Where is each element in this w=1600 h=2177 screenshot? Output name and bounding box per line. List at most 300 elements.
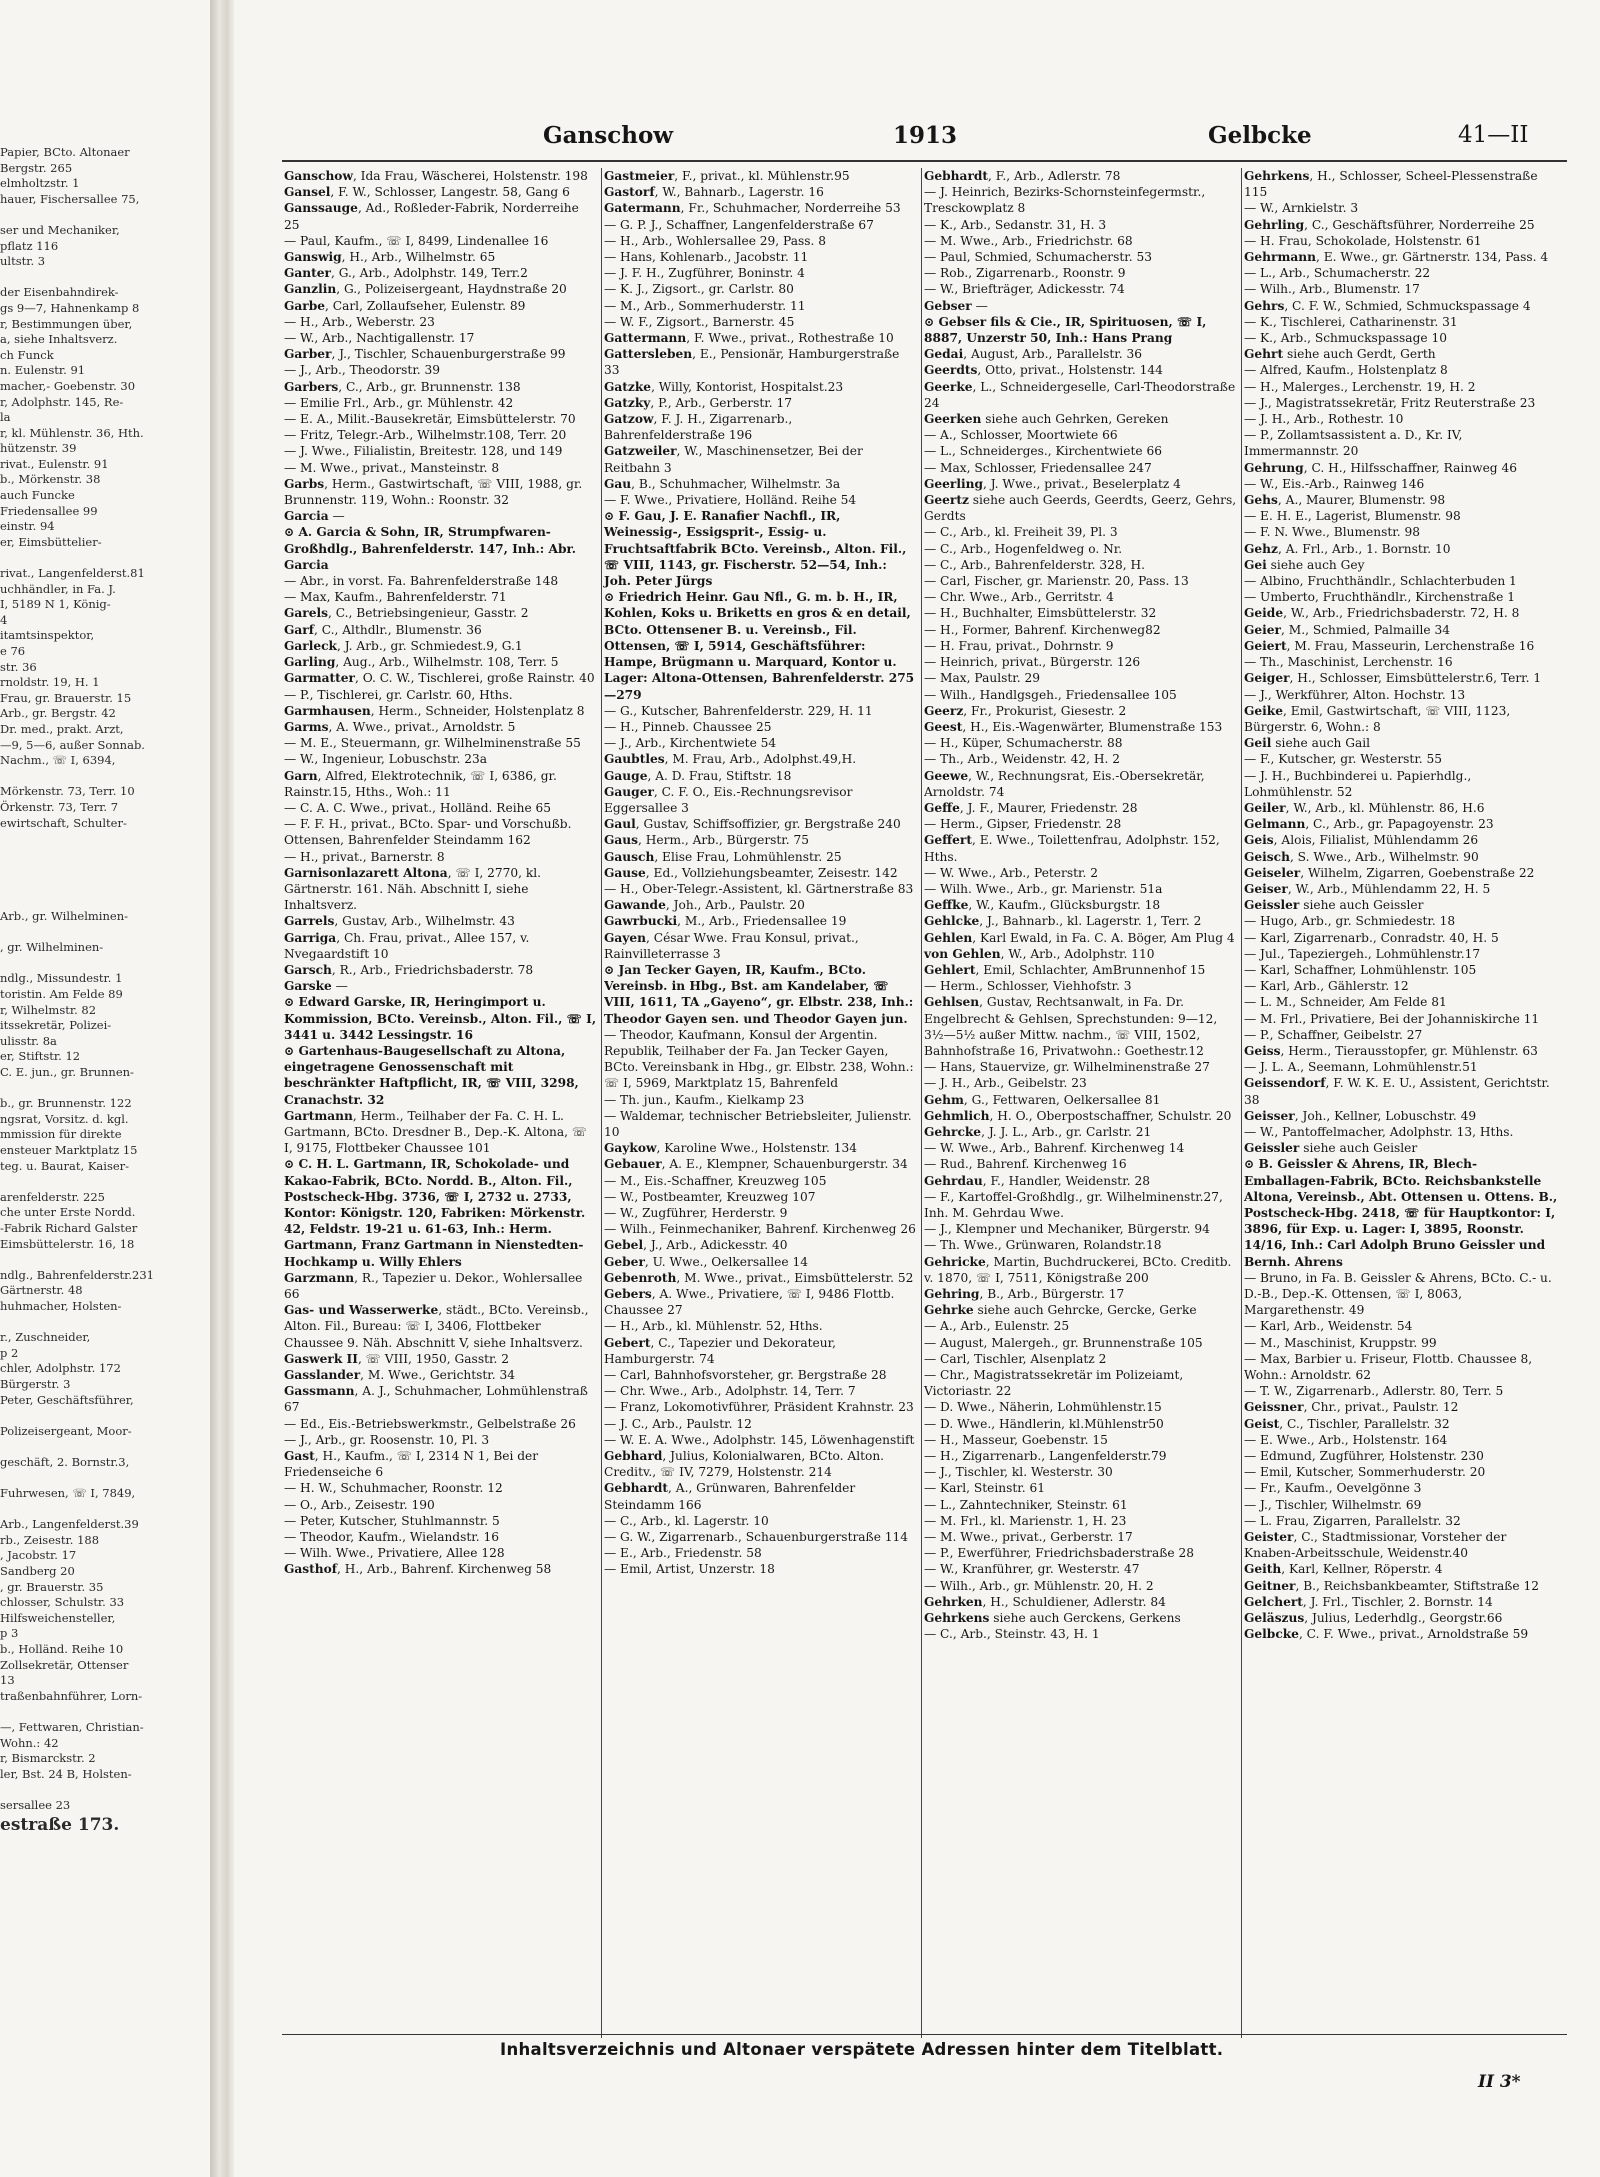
directory-entry: — Abr., in vorst. Fa. Bahrenfelderstraße 148 — [284, 574, 559, 589]
left-strip-line — [0, 847, 210, 863]
left-strip-line: Peter, Geschäftsführer, — [0, 1392, 134, 1407]
left-strip-line: r, Bismarckstr. 2 — [0, 1751, 96, 1766]
column-3 — [922, 168, 1242, 2038]
directory-entry: Gatzweiler, W., Maschinensetzer, Bei der Reitbahn 3 — [604, 444, 863, 475]
left-strip-line — [0, 1252, 210, 1268]
left-strip-line: —, Fettwaren, Christian- — [0, 1719, 144, 1734]
directory-entry: — J. Wwe., Filialistin, Breitestr. 128, und 149 — [284, 444, 563, 459]
directory-entry: — Max, Schlosser, Friedensallee 247 — [924, 460, 1152, 475]
directory-entry: — Karl, Steinstr. 61 — [924, 1481, 1046, 1496]
directory-entry: — H., Malerges., Lerchenstr. 19, H. 2 — [1244, 379, 1476, 394]
directory-entry: — J., Magistratssekretär, Fritz Reuterstraße 23 — [1244, 395, 1536, 410]
directory-entry: Geerz, Fr., Prokurist, Giesestr. 2 — [924, 703, 1127, 718]
directory-entry: — Th., Maschinist, Lerchenstr. 16 — [1244, 655, 1453, 670]
left-strip-line: toristin. Am Felde 89 — [0, 987, 123, 1002]
left-strip-line: der Eisenbahndirek- — [0, 285, 119, 300]
directory-entry: — L. M., Schneider, Am Felde 81 — [1244, 995, 1447, 1010]
left-strip-line: Bergstr. 265 — [0, 160, 73, 175]
directory-entry: — W. E. A. Wwe., Adolphstr. 145, Löwenhagenstift — [604, 1432, 915, 1447]
directory-entry: Geist, C., Tischler, Parallelstr. 32 — [1244, 1416, 1450, 1431]
left-strip-line — [0, 831, 210, 847]
directory-entry: ⊙ Edward Garske, IR, Heringimport u. Kommission, BCto. Vereinsb., Alton. Fil., ☏ I, 3441 u. 3442 Lessingstr. 16 — [284, 995, 597, 1042]
left-strip-line — [0, 862, 210, 878]
directory-entry: — Carl, Bahnhofsvorsteher, gr. Bergstraße 28 — [604, 1368, 887, 1383]
directory-entry: Geike, Emil, Gastwirtschaft, ☏ VIII, 1123, Bürgerstr. 6, Wohn.: 8 — [1244, 703, 1511, 734]
left-strip-line: itssekretär, Polizei- — [0, 1018, 112, 1033]
directory-entry: — H., Zigarrenarb., Langenfelderstr.79 — [924, 1449, 1167, 1464]
directory-entry: Garriga, Ch. Frau, privat., Allee 157, v. Nvegaardstift 10 — [284, 930, 530, 961]
directory-entry: — Emilie Frl., Arb., gr. Mühlenstr. 42 — [284, 395, 514, 410]
directory-entry: — H. Frau, privat., Dohrnstr. 9 — [924, 638, 1114, 653]
directory-entry: — W., Postbeamter, Kreuzweg 107 — [604, 1189, 816, 1204]
directory-entry: — M. Wwe., privat., Gerberstr. 17 — [924, 1530, 1133, 1545]
directory-entry: — Edmund, Zugführer, Holstenstr. 230 — [1244, 1449, 1484, 1464]
left-strip-line: Fuhrwesen, ☏ I, 7849, — [0, 1486, 136, 1501]
directory-entry: — Fr., Kaufm., Oevelgönne 3 — [1244, 1481, 1422, 1496]
directory-entry: — C. A. C. Wwe., privat., Holländ. Reihe 65 — [284, 800, 552, 815]
directory-entry: Gehrs, C. F. W., Schmied, Schmuckspassage 4 — [1244, 298, 1531, 313]
directory-entry: Garsch, R., Arb., Friedrichsbaderstr. 78 — [284, 962, 534, 977]
directory-entry: — P., Zollamtsassistent a. D., Kr. IV, Immermannstr. 20 — [1244, 428, 1463, 459]
directory-entry: — J. F. H., Zugführer, Boninstr. 4 — [604, 266, 805, 281]
directory-entry: — Peter, Kutscher, Stuhlmannstr. 5 — [284, 1513, 500, 1528]
directory-entry: Gelmann, C., Arb., gr. Papagoyenstr. 23 — [1244, 817, 1494, 832]
directory-entry: Garrels, Gustav, Arb., Wilhelmstr. 43 — [284, 914, 515, 929]
directory-entry: Garbe, Carl, Zollaufseher, Eulenstr. 89 — [284, 298, 526, 313]
directory-entry: Gause, Ed., Vollziehungsbeamter, Zeisestr. 142 — [604, 865, 898, 880]
column-1 — [282, 168, 602, 2038]
left-strip-line: , gr. Brauerstr. 35 — [0, 1579, 104, 1594]
directory-entry: — Theodor, Kaufm., Wielandstr. 16 — [284, 1530, 500, 1545]
directory-entry: — C., Arb., Bahrenfelderstr. 328, H. — [924, 557, 1145, 572]
directory-entry: — L., Arb., Schumacherstr. 22 — [1244, 266, 1431, 281]
left-strip-line: mmission für direkte — [0, 1127, 122, 1142]
left-strip-line: ewirtschaft, Schulter- — [0, 815, 127, 830]
directory-entry: Garcia — — [284, 509, 345, 524]
left-strip-line: Örkenstr. 73, Terr. 7 — [0, 799, 119, 814]
directory-entry: — H., Buchhalter, Eimsbüttelerstr. 32 — [924, 606, 1157, 621]
directory-entry: Gehlert, Emil, Schlachter, AmBrunnenhof 15 — [924, 962, 1206, 977]
left-strip-line: r., Zuschneider, — [0, 1330, 91, 1345]
left-strip-line: e 76 — [0, 644, 26, 658]
left-strip-line — [0, 1470, 210, 1486]
directory-entry: — M., Arb., Sommerhuderstr. 11 — [604, 298, 806, 313]
directory-entry: — D. Wwe., Näherin, Lohmühlenstr.15 — [924, 1400, 1162, 1415]
directory-entry: — Wilh., Handlgsgeh., Friedensallee 105 — [924, 687, 1177, 702]
directory-entry: Gayen, César Wwe. Frau Konsul, privat., Rainvilleterrasse 3 — [604, 930, 859, 961]
directory-entry: — K., Arb., Sedanstr. 31, H. 3 — [924, 217, 1107, 232]
left-strip-line: Bürgerstr. 3 — [0, 1376, 71, 1391]
left-strip-line — [0, 207, 210, 223]
directory-entry: Gebenroth, M. Wwe., privat., Eimsbüttelerstr. 52 — [604, 1270, 914, 1285]
directory-entry: — J. H., Arb., Geibelstr. 23 — [924, 1076, 1087, 1091]
header-rule — [282, 160, 1567, 162]
directory-entry: — Rud., Bahrenf. Kirchenweg 16 — [924, 1157, 1127, 1172]
directory-entry: Ganter, G., Arb., Adolphstr. 149, Terr.2 — [284, 266, 528, 281]
left-strip-line: r, Bestimmungen über, — [0, 316, 133, 331]
left-strip-line: ndlg., Bahrenfelderstr.231 — [0, 1267, 154, 1282]
directory-entry: — W. Wwe., Arb., Peterstr. 2 — [924, 865, 1098, 880]
left-strip-line: chler, Adolphstr. 172 — [0, 1361, 121, 1376]
directory-entry: Geiss, Herm., Tierausstopfer, gr. Mühlenstr. 63 — [1244, 1043, 1538, 1058]
directory-entry: — Heinrich, privat., Bürgerstr. 126 — [924, 655, 1141, 670]
directory-entry: — H. W., Schuhmacher, Roonstr. 12 — [284, 1481, 503, 1496]
directory-entry: — A., Schlosser, Moortwiete 66 — [924, 428, 1118, 443]
directory-entry: von Gehlen, W., Arb., Adolphstr. 110 — [924, 946, 1155, 961]
directory-entry: — Waldemar, technischer Betriebsleiter, Julienstr. 10 — [604, 1108, 912, 1139]
directory-entry: — G. W., Zigarrenarb., Schauenburgerstraße 114 — [604, 1530, 909, 1545]
directory-entry: Gaus, Herm., Arb., Bürgerstr. 75 — [604, 833, 810, 848]
directory-entry: — G., Kutscher, Bahrenfelderstr. 229, H. 11 — [604, 703, 873, 718]
directory-entry: — J., Klempner und Mechaniker, Bürgerstr. 94 — [924, 1222, 1210, 1237]
directory-entry: — Chr. Wwe., Arb., Gerritstr. 4 — [924, 590, 1114, 605]
directory-entry: Gedai, August, Arb., Parallelstr. 36 — [924, 347, 1143, 362]
directory-entry: Gauge, A. D. Frau, Stiftstr. 18 — [604, 768, 792, 783]
left-page-fragment — [0, 145, 210, 2080]
left-strip-line: geschäft, 2. Bornstr.3, — [0, 1454, 130, 1469]
directory-entry: Garf, C., Althdlr., Blumenstr. 36 — [284, 622, 482, 637]
directory-entry: Garnisonlazarett Altona, ☏ I, 2770, kl. Gärtnerstr. 161. Näh. Abschnitt I, siehe Inhaltsverz. — [284, 865, 542, 913]
directory-entry: — J., Arb., Kirchentwiete 54 — [604, 736, 777, 751]
left-strip-line: ulisstr. 8a — [0, 1033, 57, 1048]
directory-entry: Garzmann, R., Tapezier u. Dekor., Wohlersallee 66 — [284, 1270, 583, 1302]
directory-entry: Gasthof, H., Arb., Bahrenf. Kirchenweg 58 — [284, 1562, 552, 1577]
left-strip-line: Polizeisergeant, Moor- — [0, 1423, 132, 1438]
directory-entry: — J., Arb., Theodorstr. 39 — [284, 363, 441, 378]
directory-entry: — A., Arb., Eulenstr. 25 — [924, 1319, 1070, 1334]
directory-entry: — Chr., Magistratssekretär im Polizeiamt, Victoriastr. 22 — [924, 1368, 1184, 1399]
directory-entry: Garbs, Herm., Gastwirtschaft, ☏ VIII, 1988, gr. Brunnenstr. 119, Wohn.: Roonstr. 32 — [284, 476, 583, 508]
directory-entry: — H., Masseur, Goebenstr. 15 — [924, 1432, 1108, 1447]
directory-entry: — Alfred, Kaufm., Holstenplatz 8 — [1244, 363, 1448, 378]
directory-entry: Gawrbucki, M., Arb., Friedensallee 19 — [604, 914, 847, 929]
left-strip-line — [0, 1081, 210, 1097]
directory-entry: Garbers, C., Arb., gr. Brunnenstr. 138 — [284, 379, 521, 394]
left-strip-line: r, kl. Mühlenstr. 36, Hth. — [0, 425, 144, 440]
directory-entry: — Th. jun., Kaufm., Kielkamp 23 — [604, 1092, 805, 1107]
directory-entry: — H. Frau, Schokolade, Holstenstr. 61 — [1244, 233, 1482, 248]
directory-entry: — W., Pantoffelmacher, Adolphstr. 13, Hths. — [1244, 1124, 1514, 1139]
directory-entry: — Paul, Schmied, Schumacherstr. 53 — [924, 250, 1153, 265]
directory-entry: — J. L. A., Seemann, Lohmühlenstr.51 — [1244, 1060, 1478, 1075]
directory-entry: — Wilh., Arb., Blumenstr. 17 — [1244, 282, 1420, 297]
directory-entry: Geisch, S. Wwe., Arb., Wilhelmstr. 90 — [1244, 849, 1479, 864]
directory-entry: Gehlcke, J., Bahnarb., kl. Lagerstr. 1, Terr. 2 — [924, 914, 1202, 929]
directory-entry: — C., Arb., kl. Freiheit 39, Pl. 3 — [924, 525, 1118, 540]
left-strip-line: auch Funcke — [0, 488, 75, 503]
directory-entry: Gatzke, Willy, Kontorist, Hospitalst.23 — [604, 379, 844, 394]
directory-entry: Gaykow, Karoline Wwe., Holstenstr. 134 — [604, 1141, 857, 1156]
directory-entry: — W., Briefträger, Adickesstr. 74 — [924, 282, 1125, 297]
directory-entry: Gehrke siehe auch Gehrcke, Gercke, Gerke — [924, 1303, 1197, 1318]
left-strip-line: n. Eulenstr. 91 — [0, 363, 86, 378]
left-strip-line: Zollsekretär, Ottenser — [0, 1657, 129, 1672]
directory-entry: Garber, J., Tischler, Schauenburgerstraße 99 — [284, 347, 566, 362]
directory-entry: Gehring, B., Arb., Bürgerstr. 17 — [924, 1287, 1125, 1302]
directory-entry: — J. H., Arb., Rothestr. 10 — [1244, 412, 1404, 427]
left-strip-line — [0, 1408, 210, 1424]
directory-entry: Geber, U. Wwe., Oelkersallee 14 — [604, 1254, 808, 1269]
page-fold — [210, 0, 234, 2177]
directory-entry: Geide, W., Arb., Friedrichsbaderstr. 72, H. 8 — [1244, 606, 1520, 621]
directory-entry: — Herm., Gipser, Friedenstr. 28 — [924, 817, 1122, 832]
directory-entry: — Th., Arb., Weidenstr. 42, H. 2 — [924, 752, 1120, 767]
directory-entry: Garmatter, O. C. W., Tischlerei, große Rainstr. 40 — [284, 671, 595, 686]
column-2 — [602, 168, 922, 2038]
directory-entry: — D. Wwe., Händlerin, kl.Mühlenstr50 — [924, 1416, 1164, 1431]
directory-entry: — F. F. H., privat., BCto. Spar- und Vorschußb. Ottensen, Bahrenfelder Steindamm 162 — [284, 817, 572, 848]
directory-entry: — Bruno, in Fa. B. Geissler & Ahrens, BCto. C.- u. D.-B., Dep.-K. Ottensen, ☏ I, 8063, Margarethenstr. 49 — [1244, 1270, 1552, 1318]
directory-entry: — J. H., Buchbinderei u. Papierhdlg., Lohmühlenstr. 52 — [1244, 768, 1472, 799]
directory-entry: Gaubtles, M. Frau, Arb., Adolphst.49,H. — [604, 752, 857, 767]
directory-entry: Gau, B., Schuhmacher, Wilhelmstr. 3a — [604, 476, 841, 491]
left-strip-line — [0, 550, 210, 566]
directory-entry: — Karl, Arb., Gählerstr. 12 — [1244, 979, 1409, 994]
left-strip-line — [0, 1439, 210, 1455]
left-strip-line: ultstr. 3 — [0, 254, 46, 269]
left-strip-line — [0, 1315, 210, 1331]
directory-entry: — F. N. Wwe., Blumenstr. 98 — [1244, 525, 1421, 540]
directory-entry: — W., Eis.-Arb., Rainweg 146 — [1244, 476, 1425, 491]
directory-entry: Gastmeier, F., privat., kl. Mühlenstr.95 — [604, 169, 850, 183]
directory-entry: Geissendorf, F. W. K. E. U., Assistent, Gerichtstr. 38 — [1244, 1076, 1550, 1107]
directory-entry: ⊙ F. Gau, J. E. Ranafier Nachfl., IR, Weinessig-, Essigsprit-, Essig- u. Fruchtsaftfabrik BCto. Vereinsb., Alton. Fil., ☏ VIII, 1143, gr. Fischerstr. 52—54, Inh.: Joh. Peter Jürgs — [604, 509, 907, 589]
directory-entry: — Umberto, Fruchthändlr., Kirchenstraße 1 — [1244, 590, 1515, 605]
directory-entry: — C., Arb., kl. Lagerstr. 10 — [604, 1513, 769, 1528]
directory-entry: — W., Zugführer, Herderstr. 9 — [604, 1206, 788, 1220]
left-strip-line: ndlg., Missundestr. 1 — [0, 971, 123, 986]
directory-entry: Gehlen, Karl Ewald, in Fa. C. A. Böger, Am Plug 4 — [924, 930, 1235, 945]
directory-entry: Gehrken, H., Schuldiener, Adlerstr. 84 — [924, 1594, 1166, 1609]
left-strip-line: ler, Bst. 24 B, Holsten- — [0, 1766, 132, 1781]
left-strip-line: chlosser, Schulstr. 33 — [0, 1595, 125, 1610]
directory-entry: — W., Arb., Nachtigallenstr. 17 — [284, 331, 475, 346]
directory-entry: — L. Frau, Zigarren, Parallelstr. 32 — [1244, 1513, 1461, 1528]
left-strip-line: uchhändler, in Fa. J. — [0, 581, 116, 596]
directory-entry: Gauger, C. F. O., Eis.-Rechnungsrevisor Eggersallee 3 — [604, 784, 853, 815]
directory-entry: ⊙ B. Geissler & Ahrens, IR, Blech-Emballagen-Fabrik, BCto. Reichsbankstelle Altona, Vereinsb., Abt. Ottensen u. Ottens. B., Postscheck-Hbg. 2418, ☏ für Hauptkontor: I, 3896, für Exp. u. Lager: I, 3895, Roonstr. 14/16, Inh.: Carl Adolph Bruno Geissler und Bernh. Ahrens — [1244, 1157, 1558, 1269]
left-strip-bottom: estraße 173. — [0, 1814, 120, 1835]
left-strip-line: ensteuer Marktplatz 15 — [0, 1143, 138, 1157]
left-strip-line: , gr. Wilhelminen- — [0, 940, 104, 955]
left-strip-line: rnoldstr. 19, H. 1 — [0, 675, 100, 690]
directory-entry: — Carl, Tischler, Alsenplatz 2 — [924, 1351, 1107, 1366]
left-strip-line: rivat., Eulenstr. 91 — [0, 456, 109, 471]
directory-entry: Geerling, J. Wwe., privat., Beselerplatz 4 — [924, 476, 1181, 491]
directory-entry: Gausch, Elise Frau, Lohmühlenstr. 25 — [604, 849, 842, 864]
directory-entry: — M. Frl., Privatiere, Bei der Johanniskirche 11 — [1244, 1011, 1540, 1026]
directory-entry: — Carl, Fischer, gr. Marienstr. 20, Pass. 13 — [924, 574, 1189, 589]
directory-entry: Ganschow, Ida Frau, Wäscherei, Holstenstr. 198 — [284, 169, 588, 183]
directory-entry: Geiert, M. Frau, Masseurin, Lerchenstraße 16 — [1244, 638, 1535, 653]
directory-entry: — Karl, Arb., Weidenstr. 54 — [1244, 1319, 1413, 1334]
directory-entry: Garling, Aug., Arb., Wilhelmstr. 108, Terr. 5 — [284, 655, 559, 670]
directory-entry: — H., Küper, Schumacherstr. 88 — [924, 736, 1123, 751]
directory-entry: Geil siehe auch Gail — [1244, 736, 1371, 751]
directory-entry: — L., Schneiderges., Kirchentwiete 66 — [924, 444, 1162, 459]
left-strip-line: r, Adolphstr. 145, Re- — [0, 394, 124, 409]
left-strip-line — [0, 894, 210, 910]
directory-entry: — Max, Kaufm., Bahrenfelderstr. 71 — [284, 590, 507, 605]
left-strip-line: hauer, Fischersallee 75, — [0, 191, 140, 206]
left-strip-line: —9, 5—6, außer Sonnab. — [0, 737, 145, 752]
directory-entry: — G. P. J., Schaffner, Langenfelderstraße 67 — [604, 217, 874, 232]
left-strip-line: p 3 — [0, 1626, 19, 1641]
directory-entry: Gebauer, A. E., Klempner, Schauenburgerstr. 34 — [604, 1157, 908, 1172]
left-strip-line: str. 36 — [0, 659, 37, 674]
directory-entry: — Hans, Kohlenarb., Jacobstr. 11 — [604, 250, 809, 265]
left-strip-line: hützenstr. 39 — [0, 441, 77, 456]
directory-entry: Gatzky, P., Arb., Gerberstr. 17 — [604, 395, 793, 410]
directory-entry: — Max, Paulstr. 29 — [924, 671, 1040, 686]
left-strip-line: la — [0, 410, 11, 425]
directory-entry: — M. Frl., kl. Marienstr. 1, H. 23 — [924, 1513, 1127, 1528]
directory-entry: — Wilh. Wwe., Arb., gr. Marienstr. 51a — [924, 881, 1163, 896]
left-strip-line: che unter Erste Nordd. — [0, 1205, 136, 1220]
directory-entry: — Jul., Tapeziergeh., Lohmühlenstr.17 — [1244, 946, 1481, 961]
directory-entry: — W. F., Zigsort., Barnerstr. 45 — [604, 314, 795, 329]
directory-entry: — Chr. Wwe., Arb., Adolphstr. 14, Terr. 7 — [604, 1384, 856, 1399]
directory-entry: Gehrcke, J. J. L., Arb., gr. Carlstr. 21 — [924, 1124, 1152, 1139]
directory-entry: — C., Arb., Hogenfeldweg o. Nr. — [924, 541, 1123, 556]
left-strip-line: Dr. med., prakt. Arzt, — [0, 721, 124, 736]
left-strip-line: rb., Zeisestr. 188 — [0, 1532, 100, 1547]
left-strip-line: , Jacobstr. 17 — [0, 1548, 77, 1563]
directory-entry: Geläszus, Julius, Lederhdlg., Georgstr.66 — [1244, 1611, 1503, 1626]
directory-entry: — Karl, Zigarrenarb., Conradstr. 40, H. 5 — [1244, 930, 1499, 945]
directory-entry: — Emil, Artist, Unzerstr. 18 — [604, 1562, 775, 1577]
directory-entry: — W., Ingenieur, Lobuschstr. 23a — [284, 752, 487, 767]
left-strip-line: Mörkenstr. 73, Terr. 10 — [0, 784, 135, 799]
directory-entry: — P., Tischlerei, gr. Carlstr. 60, Hths. — [284, 687, 513, 702]
directory-entry: — Hans, Stauervize, gr. Wilhelminenstraße 27 — [924, 1060, 1210, 1075]
directory-entry: — K., Tischlerei, Catharinenstr. 31 — [1244, 314, 1458, 329]
left-strip-line: er, Eimsbüttelier- — [0, 534, 102, 549]
directory-entry: — Ed., Eis.-Betriebswerkmstr., Gelbelstraße 26 — [284, 1416, 576, 1431]
directory-entry: — W., Arnkielstr. 3 — [1244, 201, 1359, 216]
folio-mark: II 3* — [1478, 2072, 1521, 2092]
directory-entry: Geissler siehe auch Geisler — [1244, 1141, 1418, 1156]
left-strip-line — [0, 1782, 210, 1798]
directory-entry: Gebhardt, A., Grünwaren, Bahrenfelder Steindamm 166 — [604, 1481, 856, 1512]
directory-entry: — Wilh., Feinmechaniker, Bahrenf. Kirchenweg 26 — [604, 1222, 916, 1237]
left-strip-line: Sandberg 20 — [0, 1564, 75, 1579]
left-strip-line: sersallee 23 — [0, 1797, 71, 1812]
left-strip-line: Wohn.: 42 — [0, 1735, 59, 1750]
directory-entry: Gei siehe auch Gey — [1244, 557, 1365, 572]
directory-entry: — E. H. E., Lagerist, Blumenstr. 98 — [1244, 509, 1461, 524]
left-strip-line: -Fabrik Richard Galster — [0, 1220, 138, 1235]
directory-entry: Gartmann, Herm., Teilhaber der Fa. C. H. L. Gartmann, BCto. Dresdner B., Dep.-K. Altona, ☏ I, 9175, Flottbeker Chaussee 101 — [284, 1108, 588, 1156]
directory-entry: — M. Wwe., privat., Mansteinstr. 8 — [284, 460, 500, 475]
directory-entry: Gelchert, J. Frl., Tischler, 2. Bornstr. 14 — [1244, 1594, 1493, 1609]
directory-entry: Gasslander, M. Wwe., Gerichtstr. 34 — [284, 1368, 516, 1383]
directory-entry: Gaul, Gustav, Schiffsoffizier, gr. Bergstraße 240 — [604, 817, 901, 832]
directory-entry: Geitner, B., Reichsbankbeamter, Stiftstraße 12 — [1244, 1578, 1540, 1593]
directory-entry: Geerdts, Otto, privat., Holstenstr. 144 — [924, 363, 1163, 378]
directory-entry: Geewe, W., Rechnungsrat, Eis.-Obersekretär, Arnoldstr. 74 — [924, 768, 1205, 799]
directory-entry: Garels, C., Betriebsingenieur, Gasstr. 2 — [284, 606, 529, 621]
directory-entry: — P., Ewerführer, Friedrichsbaderstraße 28 — [924, 1546, 1194, 1561]
directory-entry: Garms, A. Wwe., privat., Arnoldstr. 5 — [284, 719, 516, 734]
directory-entry: Gastorf, W., Bahnarb., Lagerstr. 16 — [604, 185, 824, 200]
left-strip-line: C. E. jun., gr. Brunnen- — [0, 1065, 134, 1080]
directory-entry: Gehs, A., Maurer, Blumenstr. 98 — [1244, 493, 1446, 508]
left-strip-line: Hilfsweichensteller, — [0, 1610, 116, 1625]
directory-entry: — K. J., Zigsort., gr. Carlstr. 80 — [604, 282, 794, 297]
directory-entry: Geiger, H., Schlosser, Eimsbüttelerstr.6, Terr. 1 — [1244, 671, 1542, 686]
directory-entry: Geissner, Chr., privat., Paulstr. 12 — [1244, 1400, 1459, 1415]
directory-entry: Garleck, J. Arb., gr. Schmiedest.9, G.1 — [284, 638, 523, 653]
left-strip-line — [0, 925, 210, 941]
left-strip-line: b., Holländ. Reihe 10 — [0, 1642, 124, 1656]
directory-entry: — F. Wwe., Privatiere, Holländ. Reihe 54 — [604, 493, 857, 508]
directory-entry: Geier, M., Schmied, Palmaille 34 — [1244, 622, 1450, 637]
directory-entry: — E. A., Milit.-Bausekretär, Eimsbüttelerstr. 70 — [284, 412, 576, 427]
left-strip-line: r, Wilhelmstr. 82 — [0, 1002, 97, 1017]
directory-entry: — Emil, Kutscher, Sommerhuderstr. 20 — [1244, 1465, 1486, 1480]
directory-entry: — J. C., Arb., Paulstr. 12 — [604, 1416, 752, 1431]
directory-entry: Gehrkens, H., Schlosser, Scheel-Plessenstraße 115 — [1244, 169, 1538, 200]
left-strip-line: teg. u. Baurat, Kaiser- — [0, 1158, 130, 1173]
directory-entry: Gatzow, F. J. H., Zigarrenarb., Bahrenfelderstraße 196 — [604, 412, 793, 443]
directory-entry: Geiser, W., Arb., Mühlendamm 22, H. 5 — [1244, 881, 1491, 896]
left-strip-line: p 2 — [0, 1345, 19, 1360]
directory-entry: ⊙ Gartenhaus-Baugesellschaft zu Altona, eingetragene Genossenschaft mit beschränkter Haftpflicht, IR, ☏ VIII, 3298, Cranachstr. 32 — [284, 1043, 579, 1107]
directory-entry: — Karl, Schaffner, Lohmühlenstr. 105 — [1244, 962, 1477, 977]
directory-entry: — E., Arb., Friedenstr. 58 — [604, 1546, 762, 1561]
directory-entry: — August, Malergeh., gr. Brunnenstraße 105 — [924, 1335, 1203, 1350]
directory-entry: — Albino, Fruchthändlr., Schlachterbuden 1 — [1244, 574, 1517, 589]
left-strip-line — [0, 769, 210, 785]
directory-entry: Gehrt siehe auch Gerdt, Gerth — [1244, 347, 1436, 362]
left-strip-line — [0, 1174, 210, 1190]
left-strip-line: b., Mörkenstr. 38 — [0, 472, 101, 487]
directory-entry: Geerke, L., Schneidergeselle, Carl-Theodorstraße 24 — [924, 379, 1236, 410]
column-4 — [1242, 168, 1562, 2038]
directory-entry: Geisser, Joh., Kellner, Lobuschstr. 49 — [1244, 1108, 1477, 1123]
directory-entry: — Fritz, Telegr.-Arb., Wilhelmstr.108, Terr. 20 — [284, 428, 567, 443]
directory-entry: Gas- und Wasserwerke, städt., BCto. Vereinsb., Alton. Fil., Bureau: ☏ I, 3406, Flottbeker Chaussee 9. Näh. Abschnitt V, siehe Inhaltsverz. — [284, 1303, 589, 1350]
directory-entry: — J., Tischler, Wilhelmstr. 69 — [1244, 1497, 1422, 1512]
directory-entry: Geiler, W., Arb., kl. Mühlenstr. 86, H.6 — [1244, 800, 1485, 815]
directory-entry: Gattersleben, E., Pensionär, Hamburgerstraße 33 — [604, 347, 900, 378]
left-strip-line: pflatz 116 — [0, 238, 59, 253]
left-strip-line: elmholtzstr. 1 — [0, 176, 80, 191]
directory-entry: Gatermann, Fr., Schuhmacher, Norderreihe 53 — [604, 201, 901, 216]
directory-entry: ⊙ A. Garcia & Sohn, IR, Strumpfwaren-Großhdlg., Bahrenfelderstr. 147, Inh.: Abr. Garcia — [284, 525, 577, 572]
left-strip-line — [0, 878, 210, 894]
directory-entry: Gehrling, C., Geschäftsführer, Norderreihe 25 — [1244, 217, 1535, 232]
left-strip-line — [0, 1502, 210, 1518]
left-strip-line — [0, 1704, 210, 1720]
directory-entry: ⊙ Gebser fils & Cie., IR, Spirituosen, ☏ I, 8887, Unzerstr 50, Inh.: Hans Prang — [924, 314, 1207, 346]
left-strip-line: b., gr. Brunnenstr. 122 — [0, 1096, 132, 1111]
directory-entry: Geis, Alois, Filialist, Mühlendamm 26 — [1244, 833, 1479, 848]
left-strip-line: a, siehe Inhaltsverz. — [0, 332, 118, 347]
directory-entry: — L., Zahntechniker, Steinstr. 61 — [924, 1497, 1128, 1512]
directory-entry: Geffe, J. F., Maurer, Friedenstr. 28 — [924, 800, 1138, 815]
directory-entry: Gehmlich, H. O., Oberpostschaffner, Schulstr. 20 — [924, 1108, 1232, 1123]
directory-entry: Gansel, F. W., Schlosser, Langestr. 58, Gang 6 — [284, 185, 570, 200]
directory-entry: ⊙ Friedrich Heinr. Gau Nfl., G. m. b. H., IR, Kohlen, Koks u. Briketts en gros & en detail, BCto. Ottensener B. u. Vereinsb., Fil. Ottensen, ☏ I, 5914, Geschäftsführer: Hampe, Brügmann u. Marquard, Kontor u. Lager: Altona-Ottensen, Bahrenfelderstr. 275—279 — [604, 590, 915, 702]
directory-entry: Ganzlin, G., Polizeisergeant, Haydnstraße 20 — [284, 282, 567, 297]
directory-entry: Geertz siehe auch Geerds, Geerdts, Geerz, Gehrs, Gerdts — [924, 493, 1237, 524]
left-strip-line: I, 5189 N 1, König- — [0, 597, 111, 612]
left-strip-line: Arb., gr. Bergstr. 42 — [0, 706, 116, 721]
footer-rule — [282, 2034, 1567, 2035]
directory-entry: Geister, C., Stadtmissionar, Vorsteher der Knaben-Arbeitsschule, Weidenstr.40 — [1244, 1530, 1507, 1561]
